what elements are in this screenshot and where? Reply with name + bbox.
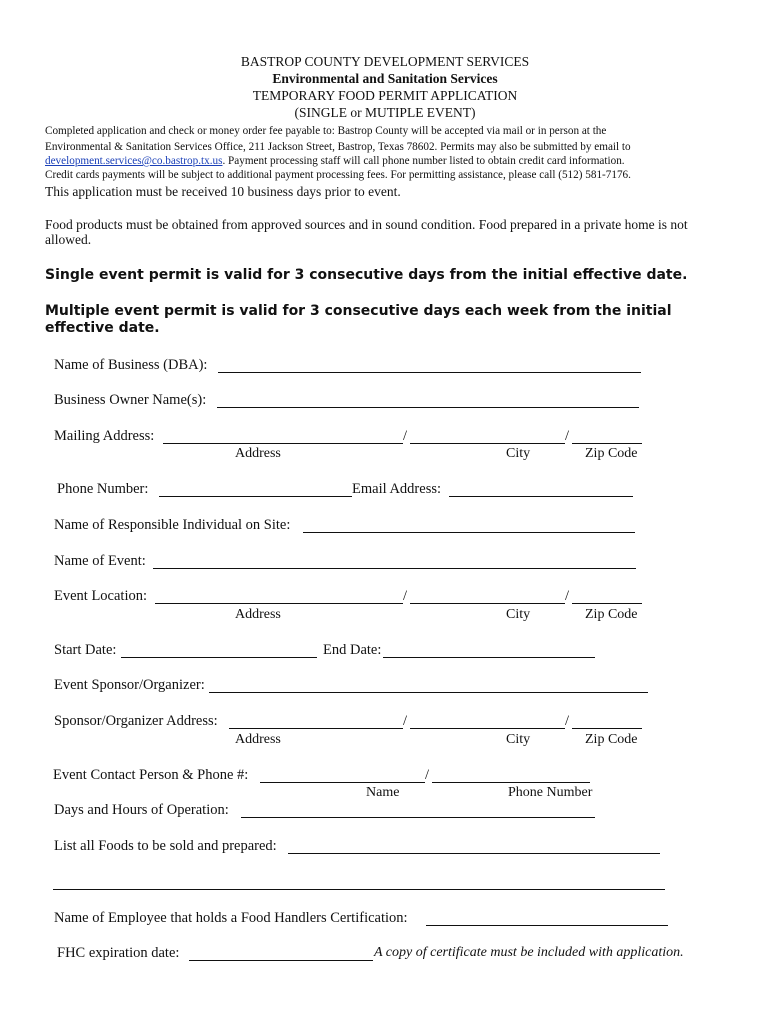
- zip-sublabel: Zip Code: [585, 607, 638, 622]
- slash: /: [565, 713, 570, 729]
- org-name: BASTROP COUNTY DEVELOPMENT SERVICES: [240, 54, 530, 69]
- city-sublabel: City: [506, 607, 531, 622]
- start-date-line[interactable]: [121, 657, 317, 658]
- mailing-zip-line[interactable]: [572, 443, 642, 444]
- event-name-label: Name of Event:: [54, 553, 146, 569]
- deadline-text: This application must be received 10 business days prior to event.: [45, 184, 401, 199]
- phone-label: Phone Number:: [57, 481, 149, 497]
- end-date-line[interactable]: [383, 657, 595, 658]
- days-hours-label: Days and Hours of Operation:: [54, 802, 229, 818]
- sponsor-address-line[interactable]: [229, 728, 403, 729]
- responsible-line[interactable]: [303, 532, 635, 533]
- email-label: Email Address:: [352, 481, 442, 497]
- sponsor-zip-line[interactable]: [572, 728, 642, 729]
- phone-number-sublabel: Phone Number: [508, 785, 593, 800]
- contact-phone-line[interactable]: [432, 782, 590, 783]
- employee-fhc-line[interactable]: [426, 925, 668, 926]
- event-location-label: Event Location:: [54, 588, 148, 604]
- zip-sublabel: Zip Code: [585, 446, 638, 461]
- slash: /: [425, 767, 430, 783]
- employee-fhc-label: Name of Employee that holds a Food Handlers Certification:: [54, 910, 408, 926]
- form-title: TEMPORARY FOOD PERMIT APPLICATION: [252, 88, 518, 103]
- contact-label: Event Contact Person & Phone #:: [53, 767, 249, 783]
- intro-line-2: Environmental & Sanitation Services Office, 211 Jackson Street, Bastrop, Texas 78602. Permits may also be submitted by email to: [45, 141, 631, 153]
- form-subtitle: (SINGLE or MUTIPLE EVENT): [294, 105, 476, 120]
- fhc-expiration-label: FHC expiration date:: [57, 945, 180, 961]
- foods-line[interactable]: [288, 853, 660, 854]
- intro-line-3-rest: . Payment processing staff will call phone number listed to obtain credit card information.: [222, 155, 625, 167]
- city-sublabel: City: [506, 446, 531, 461]
- slash: /: [565, 588, 570, 604]
- foods-line-extra[interactable]: [53, 889, 665, 890]
- address-sublabel: Address: [235, 607, 281, 622]
- city-sublabel: City: [506, 732, 531, 747]
- certificate-note: A copy of certificate must be included with application.: [374, 945, 684, 960]
- food-source-line-2: allowed.: [45, 232, 92, 247]
- responsible-label: Name of Responsible Individual on Site:: [54, 517, 291, 533]
- mailing-address-line[interactable]: [163, 443, 403, 444]
- contact-name-line[interactable]: [260, 782, 425, 783]
- slash: /: [565, 428, 570, 444]
- multiple-event-notice-2: effective date.: [45, 320, 160, 336]
- intro-line-1: Completed application and check or money order fee payable to: Bastrop County will be accepted via mail or in person at the: [45, 125, 607, 137]
- email-line[interactable]: [449, 496, 633, 497]
- foods-label: List all Foods to be sold and prepared:: [54, 838, 277, 854]
- name-sublabel: Name: [366, 785, 400, 800]
- zip-sublabel: Zip Code: [585, 732, 638, 747]
- owner-name-line[interactable]: [217, 407, 639, 408]
- sponsor-address-label: Sponsor/Organizer Address:: [54, 713, 218, 729]
- start-date-label: Start Date:: [54, 642, 117, 658]
- address-sublabel: Address: [235, 732, 281, 747]
- slash: /: [403, 713, 408, 729]
- food-source-line-1: Food products must be obtained from approved sources and in sound condition. Food prepared in a private home is not: [45, 217, 688, 232]
- department-name: Environmental and Sanitation Services: [272, 71, 498, 86]
- multiple-event-notice-1: Multiple event permit is valid for 3 consecutive days each week from the initial: [45, 303, 672, 319]
- event-zip-line[interactable]: [572, 603, 642, 604]
- sponsor-line[interactable]: [209, 692, 648, 693]
- single-event-notice: Single event permit is valid for 3 consecutive days from the initial effective date.: [45, 267, 688, 283]
- fhc-expiration-line[interactable]: [189, 960, 373, 961]
- sponsor-city-line[interactable]: [410, 728, 565, 729]
- business-name-line[interactable]: [218, 372, 641, 373]
- event-city-line[interactable]: [410, 603, 565, 604]
- business-name-label: Name of Business (DBA):: [54, 357, 208, 373]
- end-date-label: End Date:: [323, 642, 382, 658]
- phone-line[interactable]: [159, 496, 352, 497]
- intro-line-4: Credit cards payments will be subject to additional payment processing fees. For permitting assistance, please call (512) 581-7176.: [45, 169, 631, 181]
- slash: /: [403, 428, 408, 444]
- mailing-address-label: Mailing Address:: [54, 428, 155, 444]
- mailing-city-line[interactable]: [410, 443, 565, 444]
- owner-name-label: Business Owner Name(s):: [54, 392, 207, 408]
- address-sublabel: Address: [235, 446, 281, 461]
- event-location-line[interactable]: [155, 603, 403, 604]
- sponsor-label: Event Sponsor/Organizer:: [54, 677, 205, 693]
- days-hours-line[interactable]: [241, 817, 595, 818]
- event-name-line[interactable]: [153, 568, 636, 569]
- email-link[interactable]: development.services@co.bastrop.tx.us: [45, 155, 223, 167]
- slash: /: [403, 588, 408, 604]
